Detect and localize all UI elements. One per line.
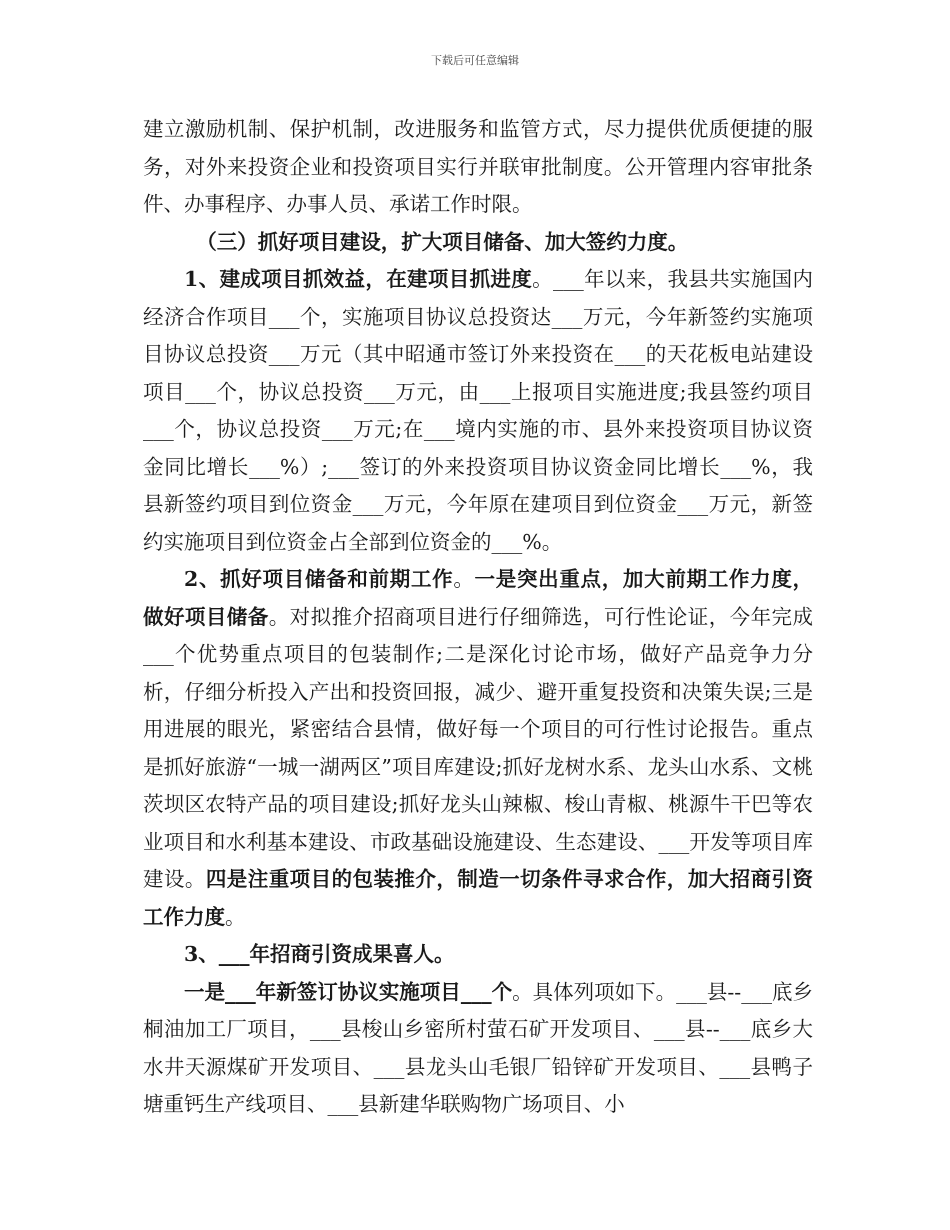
subheading-1: 1、建成项目抓效益，在建项目抓进度 xyxy=(184,267,533,291)
bold-phrase: 一是突出重点，加大前期工作力度，做好项目储备 xyxy=(143,567,814,629)
paragraph-text: 。 xyxy=(225,904,246,929)
paragraph-text: 。___年以来，我县共实施国内经济合作项目___个，实施项目协议总投资达___万元，今年新签约实施项目协议总投资___万元（其中昭通市签订外来投资在___的天花板电站建设项目___个，协议总投资___万元，由___上报项目实施进度;我县签约项目___个，协议总投资___万元;在___境内实施的市、县外来投资项目协议资金同比增长___%）;___签订的外来投资项目协议资金同比增长___%，我县新签约项目到位资金___万元，今年原在建项目到位资金___万元，新签约实施项目到位资金占全部到位资金的___%。 xyxy=(143,267,814,554)
section-heading-3: （三）抓好项目建设，扩大项目储备、加大签约力度。 xyxy=(196,229,689,254)
subheading-3: 3、___年招商引资成果喜人。 xyxy=(184,942,455,966)
paragraph-new-projects xyxy=(143,974,813,1124)
paragraph-text: 。具体列项如下。___县--___底乡桐油加工厂项目，___县梭山乡密所村萤石矿开发项目、___县--___底乡大水井天源煤矿开发项目、___县龙头山毛银厂铅锌矿开发项目、___县鸭子塘重钙生产线项目、___县新建华联购物广场项目、小 xyxy=(143,979,813,1116)
paragraph-project-construction xyxy=(143,261,813,561)
subheading-2: 2、抓好项目储备和前期工作 xyxy=(184,567,454,591)
bold-phrase: 一是___年新签订协议实施项目___个 xyxy=(184,979,513,1004)
paragraph-text: 。对拟推介招商项目进行仔细筛选，可行性论证，今年完成___个优势重点项目的包装制作;二是深化讨论市场，做好产品竞争力分析，仔细分析投入产出和投资回报，减少、避开重复投资和决策失误;三是用进展的眼光，紧密结合县情，做好每一个项目的可行性讨论报告。重点是抓好旅游“一城一湖两区”项目库建设;抓好龙树水系、龙头山水系、文桃茨坝区农特产品的项目建设;抓好龙头山辣椒、梭山青椒、桃源牛干巴等农业项目和水利基本建设、市政基础设施建设、生态建设、___开发等项目库建设。 xyxy=(143,604,814,891)
bold-phrase: 四是注重项目的包装推介，制造一切条件寻求合作，加大招商引资工作力度 xyxy=(143,867,814,929)
paragraph-project-reserve xyxy=(143,561,813,936)
document-body xyxy=(143,111,813,1124)
page-header: 下载后可任意编辑 xyxy=(431,54,519,67)
paragraph-continuation: 建立激励机制、保护机制，改进服务和监管方式，尽力提供优质便捷的服务，对外来投资企业和投资项目实行并联审批制度。公开管理内容审批条件、办事程序、办事人员、承诺工作时限。 xyxy=(143,117,813,216)
paragraph-text: 。 xyxy=(453,567,475,591)
